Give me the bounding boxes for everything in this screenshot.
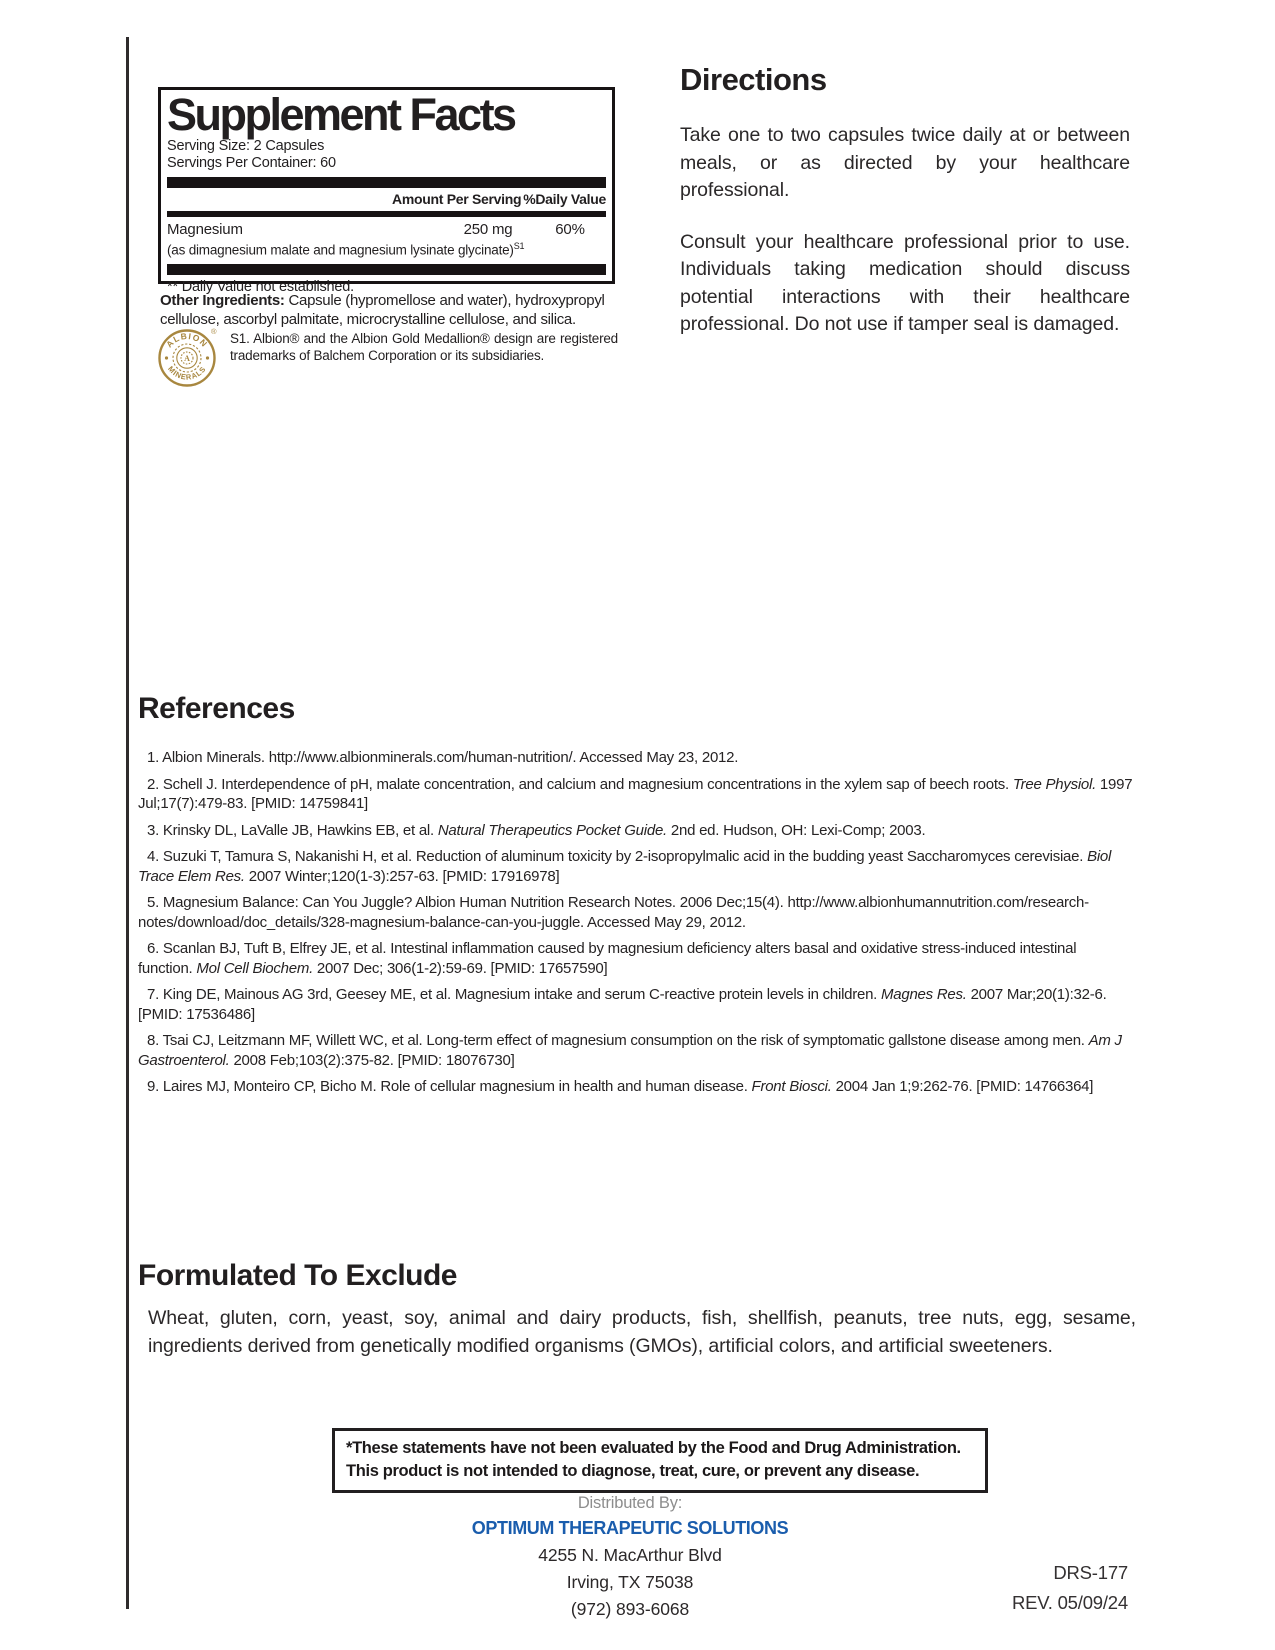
reference-item: 2. Schell J. Interdependence of pH, malate concentration, and calcium and magnesium concentrations in the xylem sap of beech roots. Tree Physiol. 1997 Jul;17(7):479-83. [PMID: 14759841]	[138, 775, 1133, 812]
directions-paragraph: Take one to two capsules twice daily at or between meals, or as directed by your healthcare professional.	[680, 124, 1130, 201]
directions-section	[680, 62, 1130, 339]
references-heading: References	[138, 692, 295, 725]
other-ingredients-label: Other Ingredients:	[160, 292, 285, 309]
albion-minerals-logo-icon	[158, 326, 218, 388]
svg-text:MINERALS	[166, 364, 208, 381]
registered-trademark-icon: ®	[211, 327, 217, 336]
fda-disclaimer-box	[332, 1428, 988, 1493]
reference-item: 5. Magnesium Balance: Can You Juggle? Albion Human Nutrition Research Notes. 2006 Dec;15(4). http://www.albionhumannutrition.com/research-notes/download/doc_details/328-magnesium-balance-can-you-juggle. Accessed May 29, 2012.	[138, 894, 1089, 931]
nutrient-name: Magnesium	[167, 221, 243, 238]
nutrient-daily-value: 60%	[555, 221, 585, 238]
logo-center-letter: A	[184, 354, 190, 363]
panel-divider-bar	[167, 264, 606, 275]
reference-item: 8. Tsai CJ, Leitzmann MF, Willett WC, et al. Long-term effect of magnesium consumption on the risk of symptomatic gallstone disease among men. Am J Gastroenterol. 2008 Feb;103(2):375-82. [PMID: 18076730]	[138, 1032, 1122, 1069]
distributed-by-label: Distributed By:	[577, 1494, 683, 1512]
nutrient-detail-text: (as dimagnesium malate and magnesium lysinate glycinate)	[167, 242, 514, 258]
reference-item: 7. King DE, Mainous AG 3rd, Geesey ME, et al. Magnesium intake and serum C-reactive protein levels in children. Magnes Res. 2007 Mar;20(1):32-6. [PMID: 17536486]	[138, 986, 1107, 1023]
distributor-block	[380, 1494, 880, 1620]
distributor-address-line1: 4255 N. MacArthur Blvd	[538, 1545, 722, 1565]
panel-divider-bar	[167, 177, 606, 188]
reference-item: 1. Albion Minerals. http://www.albionminerals.com/human-nutrition/. Accessed May 23, 2012.	[147, 749, 739, 766]
albion-trademark-note	[158, 326, 618, 393]
other-ingredients-text: Capsule (hypromellose and water), hydroxypropyl cellulose, ascorbyl palmitate, microcrystalline cellulose, and silica.	[160, 292, 605, 328]
reference-item: 6. Scanlan BJ, Tuft B, Elfrey JE, et al. Intestinal inflammation caused by magnesium deficiency alters basal and oxidative stress-induced intestinal function. Mol Cell Biochem. 2007 Dec; 306(1-2):59-69. [PMID: 17657590]	[138, 940, 1077, 977]
distributor-name: OPTIMUM THERAPEUTIC SOLUTIONS	[471, 1518, 789, 1538]
servings-per-container: Servings Per Container: 60	[167, 154, 336, 171]
references-list	[138, 748, 1134, 1097]
svg-text:ALBION	[164, 331, 210, 350]
nutrient-detail-superscript: S1	[513, 241, 525, 251]
distributor-phone: (972) 893-6068	[570, 1599, 690, 1619]
serving-size: Serving Size: 2 Capsules	[167, 138, 325, 154]
amount-per-serving-header: Amount Per Serving	[392, 191, 522, 207]
revision-date: REV. 05/09/24	[1011, 1592, 1128, 1613]
disclaimer-line: This product is not intended to diagnose, treat, cure, or prevent any disease.	[346, 1462, 920, 1480]
nutrient-row	[167, 217, 606, 238]
nutrient-amount: 250 mg	[463, 221, 513, 238]
reference-item: 9. Laires MJ, Monteiro CP, Bicho M. Role of cellular magnesium in health and human disease. Front Biosci. 2004 Jan 1;9:262-76. [PMID: 14766364]	[147, 1078, 1094, 1095]
formulated-to-exclude-body: Wheat, gluten, corn, yeast, soy, animal and dairy products, fish, shellfish, peanuts, tree nuts, egg, sesame, ingredients derived from genetically modified organisms (GMOs), artificial colors, and artificial sweeteners.	[148, 1307, 1136, 1357]
other-ingredients	[160, 292, 620, 329]
left-page-rule	[126, 37, 129, 1609]
document-number: DRS-177	[1053, 1562, 1128, 1583]
directions-heading: Directions	[680, 62, 827, 97]
daily-value-footnote: ** Daily Value not established.	[167, 278, 354, 295]
reference-item: 4. Suzuki T, Tamura S, Nakanishi H, et al. Reduction of aluminum toxicity by 2-isopropylmalic acid in the budding yeast Saccharomyces cerevisiae. Biol Trace Elem Res. 2007 Winter;120(1-3):257-63. [PMID: 17916978]	[138, 848, 1112, 885]
supplement-facts-title: Supplement Facts	[167, 89, 515, 140]
references-section	[138, 692, 1134, 1104]
supplement-facts-panel	[158, 87, 615, 295]
logo-top-text: ALBION	[164, 330, 210, 350]
trademark-note-text: S1. Albion® and the Albion Gold Medallion® design are registered trademarks of Balchem Corporation or its subsidiaries.	[230, 331, 618, 363]
distributor-address-line2: Irving, TX 75038	[566, 1572, 694, 1592]
disclaimer-line: *These statements have not been evaluated by the Food and Drug Administration.	[346, 1439, 961, 1457]
logo-bottom-text: MINERALS	[166, 364, 208, 382]
formulated-to-exclude-heading: Formulated To Exclude	[138, 1259, 457, 1292]
document-footer	[928, 1562, 1128, 1614]
panel-column-headers	[167, 188, 606, 211]
nutrient-detail	[167, 238, 606, 259]
directions-paragraph: Consult your healthcare professional prior to use. Individuals taking medication should discuss potential interactions with their healthcare professional. Do not use if tamper seal is damaged.	[680, 230, 1130, 335]
reference-item: 3. Krinsky DL, LaValle JB, Hawkins EB, et al. Natural Therapeutics Pocket Guide. 2nd ed. Hudson, OH: Lexi-Comp; 2003.	[147, 821, 926, 839]
formulated-to-exclude-section	[138, 1259, 1138, 1360]
daily-value-header: %Daily Value	[523, 191, 606, 207]
